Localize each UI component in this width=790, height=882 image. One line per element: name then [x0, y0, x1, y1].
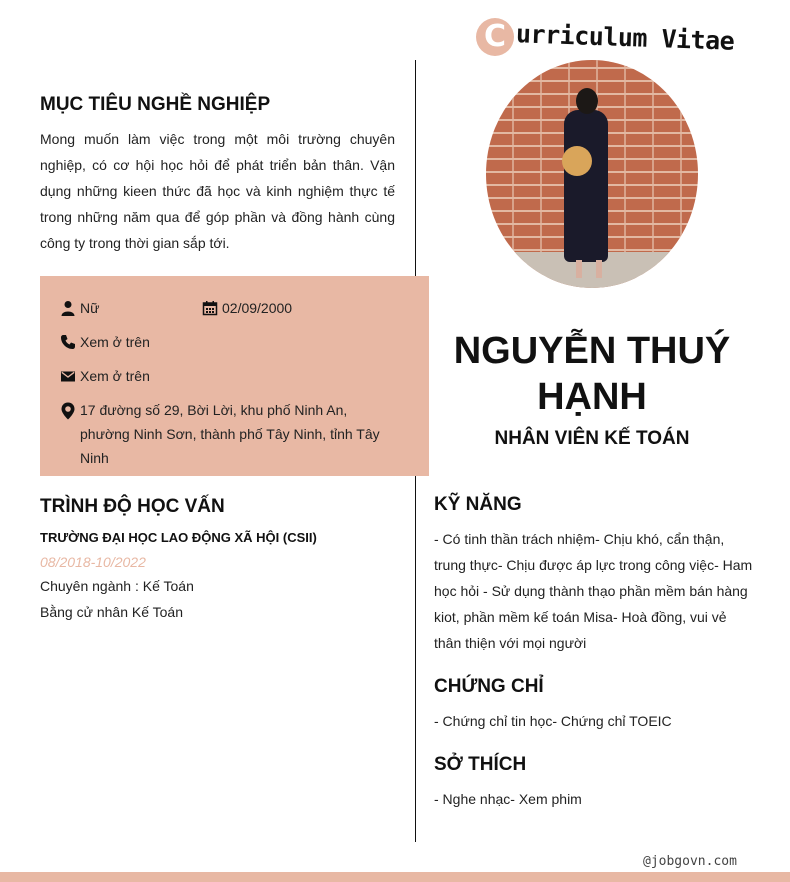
phone-icon	[60, 334, 76, 350]
gender-value: Nữ	[80, 300, 100, 316]
phone-value: Xem ở trên	[80, 334, 150, 350]
school-name: TRƯỜNG ĐẠI HỌC LAO ĐỘNG XÃ HỘI (CSII)	[40, 530, 317, 545]
objective-text: Mong muốn làm việc trong một môi trường chuyên nghiệp, có cơ hội học hỏi để phát triển bản thân. Vận dụng những kieen thức đã học và kinh nghiệm thực tế trong những năm qua để góp phần và đồng hành cùng công ty trong thời gian sắp tới.	[40, 131, 395, 251]
calendar-icon	[202, 300, 218, 316]
hobbies-text: - Nghe nhạc- Xem phim	[434, 791, 582, 807]
cv-logo	[476, 18, 734, 56]
name-line-2: HẠNH	[537, 376, 647, 418]
hobbies-heading: SỞ THÍCH	[434, 754, 527, 775]
skills-text: - Có tinh thần trách nhiệm- Chịu khó, cẩn thận, trung thực- Chịu được áp lực trong công việc- Ham học hỏi - Sử dụng thành thạo phần mềm bán hàng kiot, phần mềm kế toán Misa- Hoà đồng, vui vẻ thân thiện với mọi người	[434, 531, 753, 651]
address-row	[60, 398, 400, 470]
skills-heading: KỸ NĂNG	[434, 494, 522, 515]
objective-heading: MỤC TIÊU NGHỀ NGHIỆP	[40, 94, 271, 115]
logo-text: urriculum Vitae	[515, 18, 735, 56]
logo-letter: C	[476, 18, 514, 56]
email-value: Xem ở trên	[80, 368, 150, 384]
address-value: 17 đường số 29, Bời Lời, khu phố Ninh An, phường Ninh Sơn, thành phố Tây Ninh, tỉnh Tây Ninh	[80, 402, 380, 466]
contact-box	[40, 276, 429, 476]
gender-row	[60, 296, 99, 320]
education-period: 08/2018-10/2022	[40, 554, 146, 570]
email-row	[60, 364, 150, 388]
dob-value: 02/09/2000	[222, 300, 293, 316]
job-title: NHÂN VIÊN KẾ TOÁN	[494, 428, 690, 449]
education-heading: TRÌNH ĐỘ HỌC VẤN	[40, 496, 225, 517]
mail-icon	[60, 368, 76, 384]
certificates-heading: CHỨNG CHỈ	[434, 676, 544, 697]
user-icon	[60, 300, 76, 316]
phone-row	[60, 330, 150, 354]
bottom-accent-bar	[0, 872, 790, 882]
dob-row	[202, 296, 292, 320]
education-degree: Bằng cử nhân Kế Toán	[40, 604, 184, 620]
watermark: @jobgovn.com	[643, 854, 737, 869]
location-pin-icon	[60, 402, 76, 418]
name-line-1: NGUYỄN THUÝ	[453, 330, 731, 372]
certificates-text: - Chứng chỉ tin học- Chứng chỉ TOEIC	[434, 713, 672, 729]
candidate-name	[420, 328, 764, 420]
profile-photo	[486, 60, 698, 288]
education-major: Chuyên ngành : Kế Toán	[40, 578, 194, 594]
